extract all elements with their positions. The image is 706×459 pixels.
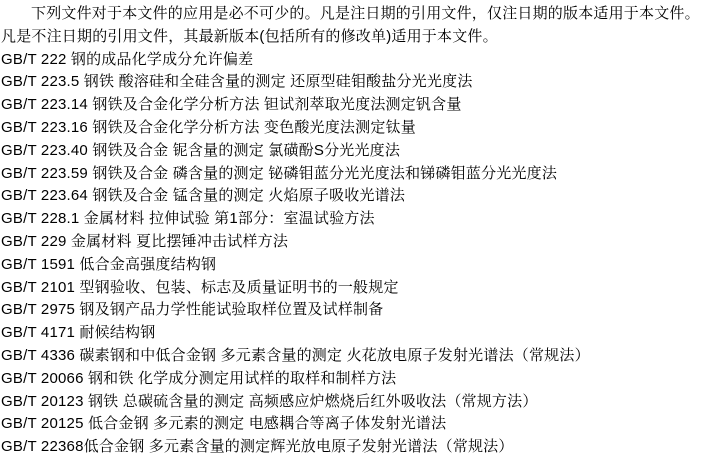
reference-item: GB/T 223.16 钢铁及合金化学分析方法 变色酸光度法测定钛量 xyxy=(1,118,416,136)
intro-paragraph: 下列文件对于本文件的应用是必不可少的。凡是注日期的引用文件，仅注日期的版本适用于本文件。凡是不注日期的引用文件，其最新版本(包括所有的修改单)适用于本文件。 xyxy=(1,5,700,45)
reference-item: GB/T 223.5 钢铁 酸溶硅和全硅含量的测定 还原型硅钼酸盐分光光度法 xyxy=(1,73,473,91)
reference-item: GB/T 223.14 钢铁及合金化学分析方法 钽试剂萃取光度法测定钒含量 xyxy=(1,96,462,114)
reference-item: GB/T 4336 碳素钢和中低合金钢 多元素含量的测定 火花放电原子发射光谱法（常规法） xyxy=(1,346,590,364)
reference-item: GB/T 2975 钢及钢产品力学性能试验取样位置及试样制备 xyxy=(1,301,384,319)
reference-item: GB/T 229 金属材料 夏比摆锤冲击试样方法 xyxy=(1,232,289,250)
reference-item: GB/T 223.40 钢铁及合金 铌含量的测定 氯磺酚S分光光度法 xyxy=(1,141,401,159)
reference-item: GB/T 228.1 金属材料 拉伸试验 第1部分：室温试验方法 xyxy=(1,210,375,228)
reference-item: GB/T 20123 钢铁 总碳硫含量的测定 高频感应炉燃烧后红外吸收法（常规方法） xyxy=(1,392,538,410)
reference-item: GB/T 20125 低合金钢 多元素的测定 电感耦合等离子体发射光谱法 xyxy=(1,415,447,433)
reference-item: GB/T 2101 型钢验收、包装、标志及质量证明书的一般规定 xyxy=(1,278,399,296)
reference-item: GB/T 222 钢的成品化学成分允许偏差 xyxy=(1,50,254,68)
reference-item: GB/T 20066 钢和铁 化学成分测定用试样的取样和制样方法 xyxy=(1,369,397,387)
reference-item: GB/T 4171 耐候结构钢 xyxy=(1,324,156,342)
reference-list xyxy=(1,49,706,459)
reference-item: GB/T 223.59 钢铁及合金 磷含量的测定 铋磷钼蓝分光光度法和锑磷钼蓝分光光度法 xyxy=(1,164,558,182)
reference-item: GB/T 223.64 钢铁及合金 锰含量的测定 火焰原子吸收光谱法 xyxy=(1,187,406,205)
reference-item: GB/T 1591 低合金高强度结构钢 xyxy=(1,255,217,273)
reference-item: GB/T 22368低合金钢 多元素含量的测定辉光放电原子发射光谱法（常规法） xyxy=(1,438,514,456)
